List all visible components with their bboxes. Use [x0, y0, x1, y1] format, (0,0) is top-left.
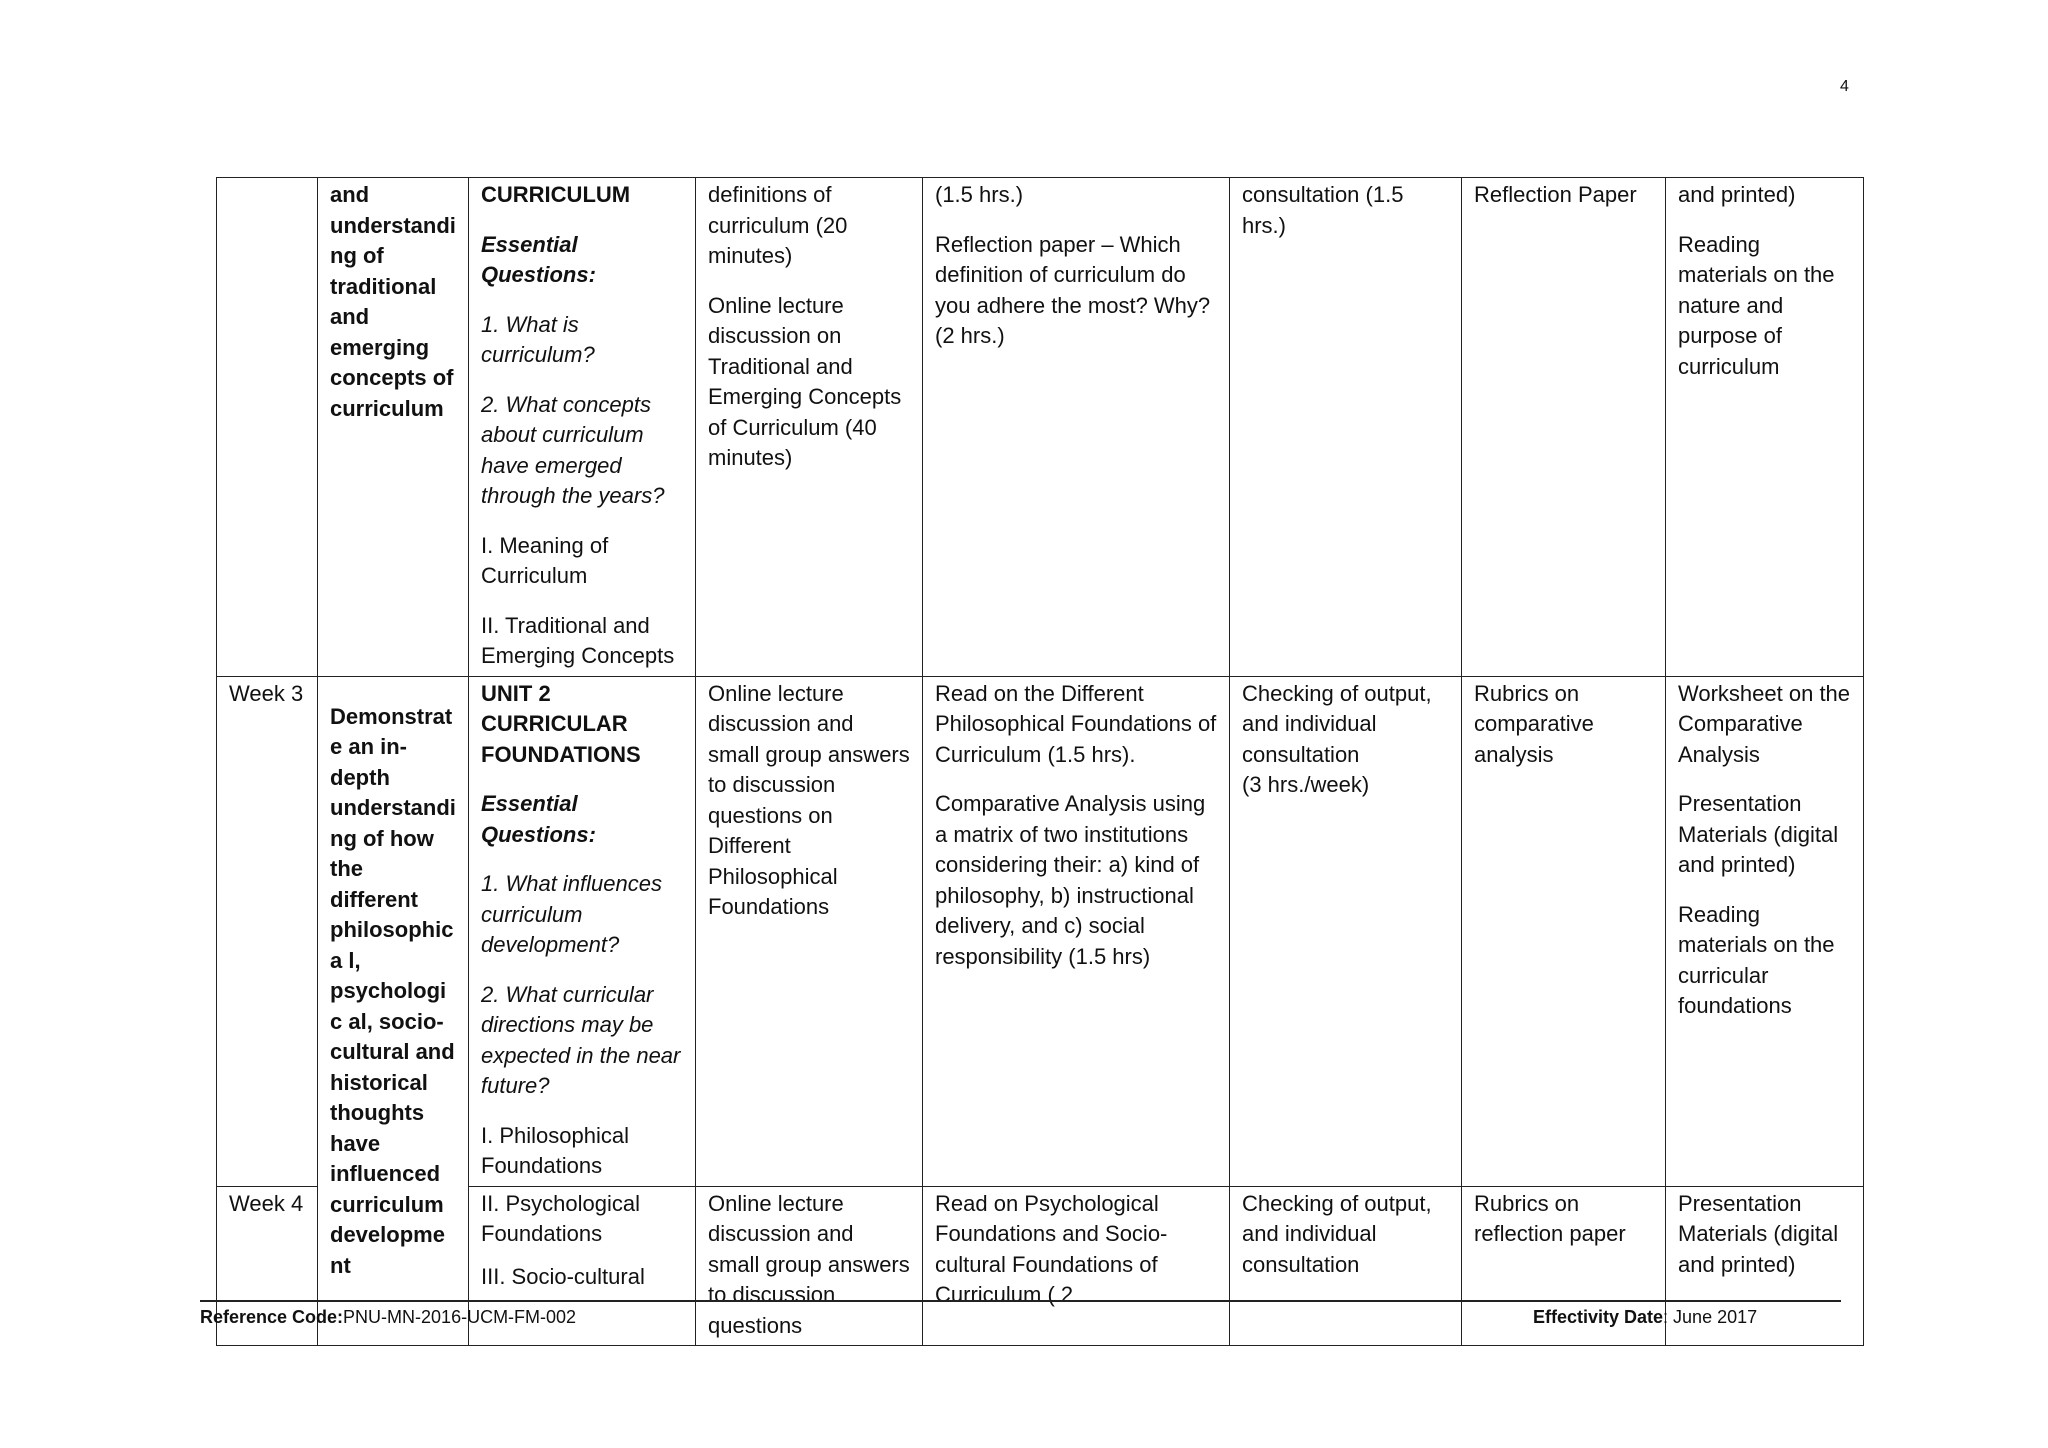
task-text: Comparative Analysis using a matrix of two institutions considering their: a) kind of philosophy, b) instructional delivery, and c) social responsibility (1.5 hrs) [935, 791, 1206, 969]
essential-questions-label: Essential Questions: [481, 791, 596, 847]
essential-question: 2. What curricular directions may be expected in the near future? [481, 981, 681, 1098]
support-text: Checking of output, and individual consultation [1242, 1190, 1432, 1277]
assessment-text: Rubrics on comparative analysis [1474, 680, 1594, 767]
assessment-cell [1462, 178, 1666, 677]
learning-outcome-cell [318, 178, 469, 677]
tasks-cell [923, 676, 1230, 1186]
task-text: (1.5 hrs.) [935, 182, 1024, 207]
week-cell: Week 3 [217, 676, 318, 1186]
essential-question: 1. What influences curriculum development? [481, 871, 662, 957]
assessment-cell [1462, 676, 1666, 1186]
activities-cell [696, 676, 923, 1186]
activity-text: Online lecture discussion and small group answers to discussion questions [708, 1190, 910, 1338]
week-cell: Week 4 [217, 1186, 318, 1346]
footer-divider [200, 1300, 1841, 1302]
task-text: Reflection paper – Which definition of curriculum do you adhere the most? Why? (2 hrs.) [935, 231, 1211, 348]
assessment-text: Reflection Paper [1474, 182, 1637, 207]
tasks-cell [923, 178, 1230, 677]
learning-outcome-text: and understandi ng of traditional and emerging concepts of curriculum [330, 182, 456, 421]
table-row [217, 178, 1864, 677]
support-text: Checking of output, and individual consultation [1242, 680, 1432, 767]
resources-cell [1666, 178, 1864, 677]
support-cell [1230, 1186, 1462, 1346]
activity-text: definitions of curriculum (20 minutes) [708, 182, 848, 268]
topic: II. Traditional and Emerging Concepts [481, 612, 675, 668]
reference-code [200, 1307, 576, 1328]
resource-text: Reading materials on the curricular foundations [1678, 901, 1835, 1018]
resource-text: and printed) [1678, 182, 1796, 207]
unit-heading: CURRICULUM [481, 182, 631, 207]
resources-cell [1666, 676, 1864, 1186]
support-cell [1230, 676, 1462, 1186]
support-text: consultation (1.5 hrs.) [1242, 182, 1404, 238]
learning-outcome-cell [318, 676, 469, 1346]
topic: II. Psychological Foundations [481, 1190, 640, 1246]
activities-cell [696, 178, 923, 677]
resource-text: Presentation Materials (digital and printed) [1678, 1190, 1839, 1277]
activity-text: Online lecture discussion and small group answers to discussion questions on Different Philosophical Foundations [708, 680, 910, 919]
page-number: 4 [1840, 78, 1849, 95]
content-cell [469, 178, 696, 677]
essential-question: 2. What concepts about curriculum have emerged through the years? [481, 391, 665, 508]
table-row [217, 676, 1864, 1186]
effectivity-date-label: Effectivity Date [1533, 1307, 1664, 1327]
tasks-cell [923, 1186, 1230, 1346]
effectivity-date-value: : June 2017 [1663, 1307, 1758, 1327]
learning-outcome-text: Demonstrate an in-depth understandi ng of how the different philosophica l, psychologic al, socio-cultural and historical thoughts have influenced curriculum development [330, 703, 456, 1278]
resource-text: Reading materials on the nature and purpose of curriculum [1678, 231, 1835, 379]
reference-code-label: Reference Code: [200, 1307, 344, 1327]
effectivity-date [1533, 1307, 1757, 1328]
resource-text: Presentation Materials (digital and printed) [1678, 791, 1839, 877]
support-text: (3 hrs./week) [1242, 772, 1370, 797]
activities-cell [696, 1186, 923, 1346]
essential-question: 1. What is curriculum? [481, 311, 595, 367]
week-cell [217, 178, 318, 677]
support-cell [1230, 178, 1462, 677]
unit-heading: UNIT 2 CURRICULAR FOUNDATIONS [481, 680, 641, 767]
activity-text: Online lecture discussion on Traditional and Emerging Concepts of Curriculum (40 minutes) [708, 292, 902, 470]
resource-text: Worksheet on the Comparative Analysis [1678, 680, 1851, 767]
topic: III. Socio-cultural [481, 1263, 645, 1289]
topic: I. Philosophical Foundations [481, 1122, 629, 1178]
syllabus-table [216, 177, 1864, 1346]
essential-questions-label: Essential Questions: [481, 231, 596, 287]
task-text: Read on the Different Philosophical Foundations of Curriculum (1.5 hrs). [935, 680, 1217, 767]
assessment-text: Rubrics on reflection paper [1474, 1190, 1626, 1246]
task-text: Read on Psychological Foundations and Socio-cultural Foundations of Curriculum ( 2 [935, 1190, 1168, 1307]
content-cell [469, 676, 696, 1186]
reference-code-value: PNU-MN-2016-UCM-FM-002 [343, 1307, 577, 1327]
topic: I. Meaning of Curriculum [481, 532, 609, 588]
